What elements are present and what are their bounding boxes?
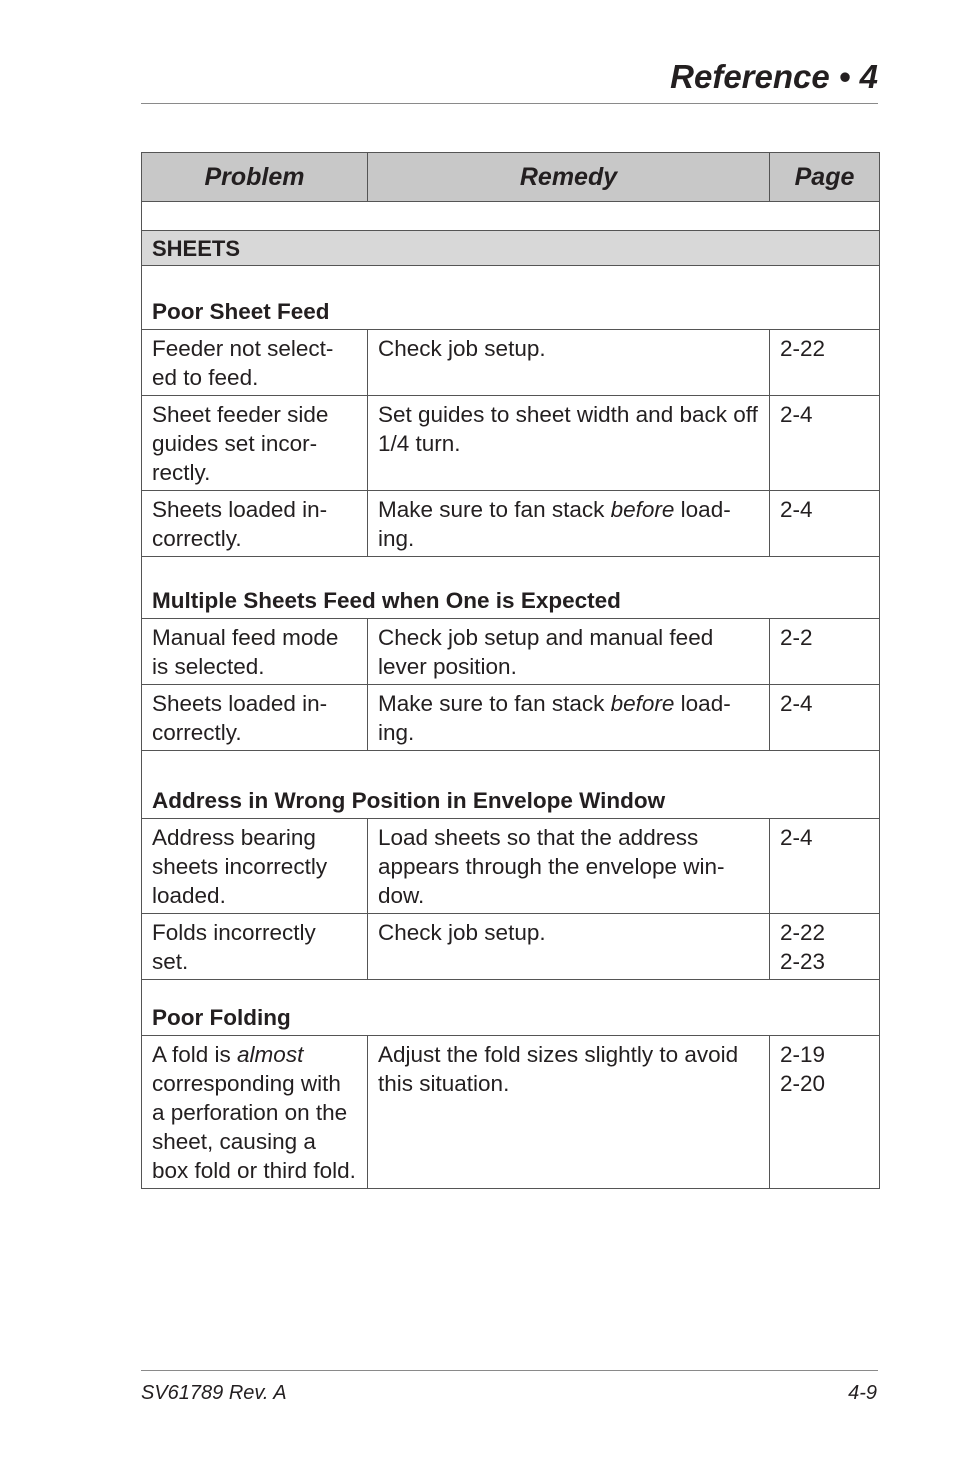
- remedy-cell: Load sheets so that the address appears through the envelope win- dow.: [368, 819, 770, 914]
- remedy-text: Make sure to fan stack: [378, 497, 611, 522]
- page-ref: 2-19: [780, 1042, 826, 1067]
- page-ref: 2-2: [780, 625, 813, 650]
- footer-divider: [141, 1370, 878, 1371]
- column-header-remedy: Remedy: [368, 153, 770, 202]
- page-ref: 2-20: [780, 1071, 826, 1096]
- remedy-cell: [368, 491, 770, 557]
- table-row: [142, 619, 880, 685]
- page-cell: [770, 914, 880, 980]
- problem-text: corresponding with a perforation on the sheet, causing a box fold or third fold.: [152, 1071, 356, 1183]
- remedy-cell: Set guides to sheet width and back off 1/4 turn.: [368, 396, 770, 491]
- remedy-text: load- ing.: [378, 497, 731, 551]
- column-header-page: Page: [770, 153, 880, 202]
- page-number: 4-9: [848, 1382, 877, 1404]
- page-ref: 2-4: [780, 497, 813, 522]
- spacer-row: [142, 202, 880, 231]
- problem-cell: [142, 1036, 368, 1189]
- document-id: SV61789 Rev. A: [141, 1382, 287, 1404]
- table-header-row: [142, 153, 880, 202]
- page-cell: [770, 396, 880, 491]
- page-cell: [770, 685, 880, 751]
- problem-cell: Sheets loaded in- correctly.: [142, 685, 368, 751]
- problem-emphasis: almost: [237, 1042, 304, 1067]
- problem-cell: Address bearing sheets incorrectly loaded.: [142, 819, 368, 914]
- table-row: [142, 491, 880, 557]
- remedy-cell: Check job setup.: [368, 330, 770, 396]
- problem-cell: Feeder not select- ed to feed.: [142, 330, 368, 396]
- problem-cell: Sheets loaded in- correctly.: [142, 491, 368, 557]
- page-cell: [770, 1036, 880, 1189]
- problem-cell: Folds incorrectly set.: [142, 914, 368, 980]
- page-cell: [770, 819, 880, 914]
- group-row-poor-folding: [142, 980, 880, 1036]
- group-title: Address in Wrong Position in Envelope Window: [142, 751, 880, 819]
- page-cell: [770, 330, 880, 396]
- remedy-emphasis: before: [610, 691, 675, 716]
- table-row: [142, 330, 880, 396]
- page-ref: 2-22: [780, 336, 826, 361]
- remedy-cell: [368, 685, 770, 751]
- group-title: Poor Folding: [142, 980, 880, 1036]
- column-header-problem: Problem: [142, 153, 368, 202]
- table-row: [142, 1036, 880, 1189]
- page-cell: [770, 491, 880, 557]
- page-ref: 2-22: [780, 920, 826, 945]
- group-row-multiple-sheets-feed: [142, 557, 880, 619]
- group-title: Poor Sheet Feed: [142, 266, 880, 330]
- group-row-poor-sheet-feed: [142, 266, 880, 330]
- remedy-cell: Check job setup.: [368, 914, 770, 980]
- group-title: Multiple Sheets Feed when One is Expected: [142, 557, 880, 619]
- page-ref: 2-4: [780, 825, 813, 850]
- remedy-text: load- ing.: [378, 691, 731, 745]
- page-cell: [770, 619, 880, 685]
- remedy-text: Make sure to fan stack: [378, 691, 611, 716]
- problem-cell: Sheet feeder side guides set incor- rectly.: [142, 396, 368, 491]
- page-ref: 2-23: [780, 949, 826, 974]
- page-ref: 2-4: [780, 691, 813, 716]
- remedy-cell: Check job setup and manual feed lever position.: [368, 619, 770, 685]
- section-row-sheets: [142, 231, 880, 266]
- page-header-title: Reference • 4: [670, 58, 878, 95]
- table-row: [142, 819, 880, 914]
- group-row-address-wrong-position: [142, 751, 880, 819]
- remedy-emphasis: before: [610, 497, 675, 522]
- remedy-cell: Adjust the fold sizes slightly to avoid this situation.: [368, 1036, 770, 1189]
- problem-cell: Manual feed mode is selected.: [142, 619, 368, 685]
- table-row: [142, 914, 880, 980]
- section-title: SHEETS: [142, 231, 880, 266]
- table-row: [142, 396, 880, 491]
- page-ref: 2-4: [780, 402, 813, 427]
- problem-text: A fold is: [152, 1042, 238, 1067]
- header-divider: [141, 103, 878, 104]
- table-row: [142, 685, 880, 751]
- troubleshooting-table: [141, 152, 880, 1189]
